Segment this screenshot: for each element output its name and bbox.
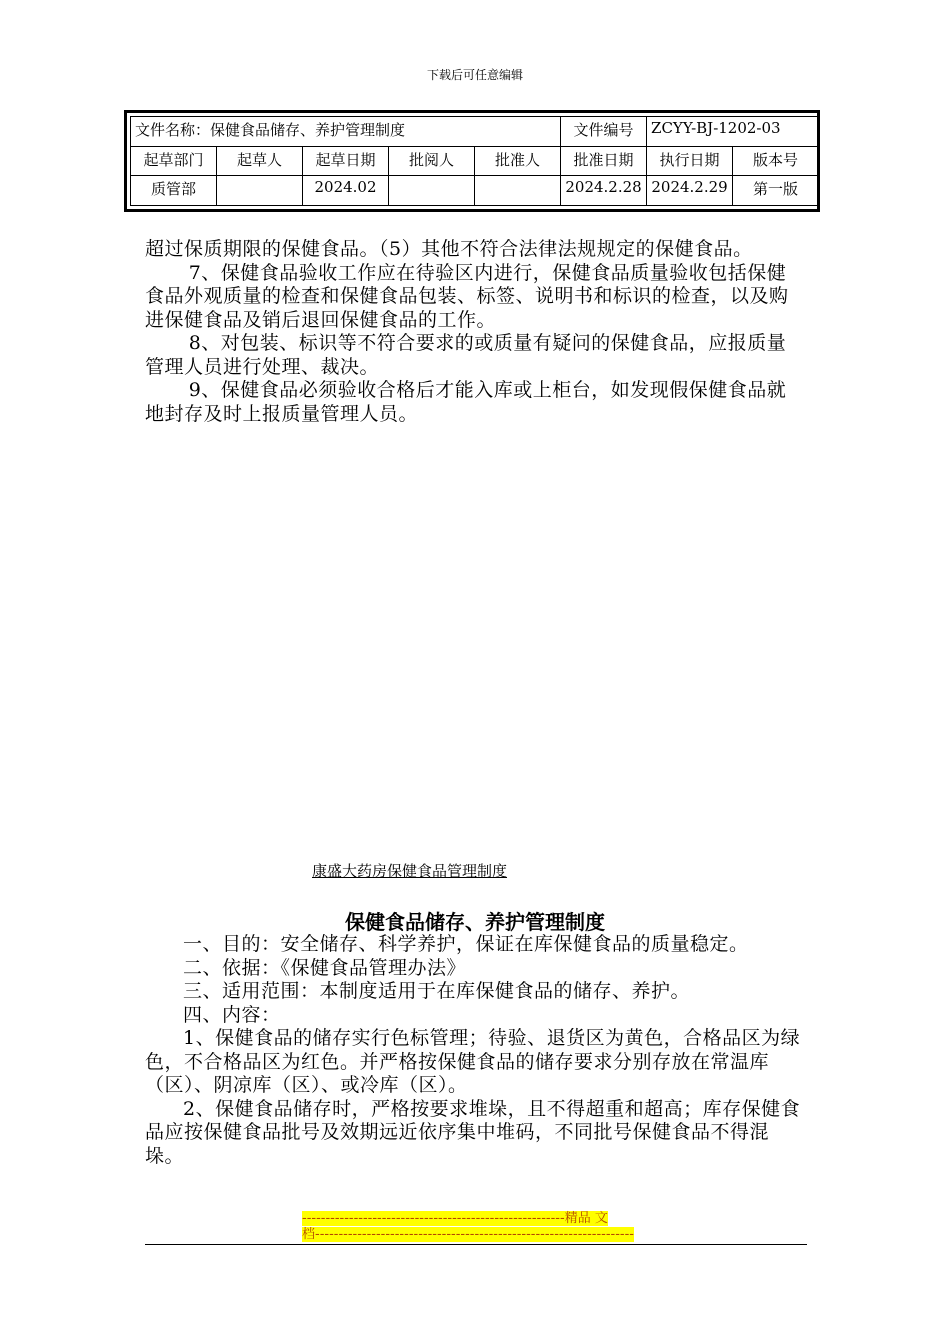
regulation-collection-title: 康盛大药房保健食品管理制度 bbox=[312, 862, 508, 880]
file-no-value: ZCYY-BJ-1202-03 bbox=[647, 117, 819, 147]
paragraph: 四、内容： bbox=[183, 1003, 281, 1026]
footer-line: 档-------------------------------------------------------------------- bbox=[302, 1227, 634, 1242]
col-header: 批阅人 bbox=[389, 146, 475, 176]
col-value: 2024.2.29 bbox=[647, 176, 733, 206]
col-value bbox=[217, 176, 303, 206]
document-header-table bbox=[124, 110, 820, 212]
paragraph: 9、保健食品必须验收合格后才能入库或上柜台，如发现假保健食品就地封存及时上报质量管理人员。 bbox=[145, 379, 787, 425]
col-header: 执行日期 bbox=[647, 146, 733, 176]
file-name-label: 文件名称：保健食品储存、养护管理制度 bbox=[131, 117, 561, 147]
paragraph: 一、目的：安全储存、科学养护，保证在库保健食品的质量稳定。 bbox=[183, 933, 749, 955]
col-value bbox=[389, 176, 475, 206]
body-section-1 bbox=[145, 238, 805, 426]
col-header: 批准人 bbox=[475, 146, 561, 176]
paragraph: 三、适用范围：本制度适用于在库保健食品的储存、养护。 bbox=[183, 980, 691, 1002]
paragraph: 8、对包装、标识等不符合要求的或质量有疑问的保健食品，应报质量管理人员进行处理、裁决。 bbox=[145, 332, 787, 378]
col-value bbox=[475, 176, 561, 206]
col-header: 版本号 bbox=[733, 146, 819, 176]
col-value: 2024.2.28 bbox=[561, 176, 647, 206]
paragraph: 7、保健食品验收工作应在待验区内进行，保健食品质量验收包括保健食品外观质量的检查和保健食品包装、标签、说明书和标识的检查，以及购进保健食品及销后退回保健食品的工作。 bbox=[145, 261, 789, 331]
col-value: 2024.02 bbox=[303, 176, 389, 206]
col-header: 起草人 bbox=[217, 146, 303, 176]
header-table bbox=[130, 116, 819, 206]
paragraph: 1、保健食品的储存实行色标管理；待验、退货区为黄色，合格品区为绿色，不合格品区为红色。并严格按保健食品的储存要求分别存放在常温库（区）、阴凉库（区）、或冷库（区）。 bbox=[145, 1027, 801, 1096]
paragraph: 二、依据：《保健食品管理办法》 bbox=[183, 956, 467, 979]
body-section-2 bbox=[145, 933, 805, 1168]
col-value: 质管部 bbox=[131, 176, 217, 206]
col-header: 批准日期 bbox=[561, 146, 647, 176]
page-title: 保健食品储存、养护管理制度 bbox=[345, 910, 605, 934]
top-note: 下载后可任意编辑 bbox=[426, 68, 523, 82]
paragraph: 2、保健食品储存时，严格按要求堆垛，且不得超重和超高；库存保健食品应按保健食品批号及效期远近依序集中堆码，不同批号保健食品不得混垛。 bbox=[145, 1097, 801, 1167]
col-header: 起草部门 bbox=[131, 146, 217, 176]
footer-divider bbox=[145, 1244, 807, 1245]
footer-watermark bbox=[302, 1211, 650, 1243]
paragraph: 超过保质期限的保健食品。（5）其他不符合法律法规规定的保健食品。 bbox=[145, 238, 753, 260]
footer-line: --------------------------------------------------------精品 文 bbox=[302, 1211, 608, 1226]
file-no-label: 文件编号 bbox=[561, 117, 647, 147]
col-header: 起草日期 bbox=[303, 146, 389, 176]
col-value: 第一版 bbox=[733, 176, 819, 206]
